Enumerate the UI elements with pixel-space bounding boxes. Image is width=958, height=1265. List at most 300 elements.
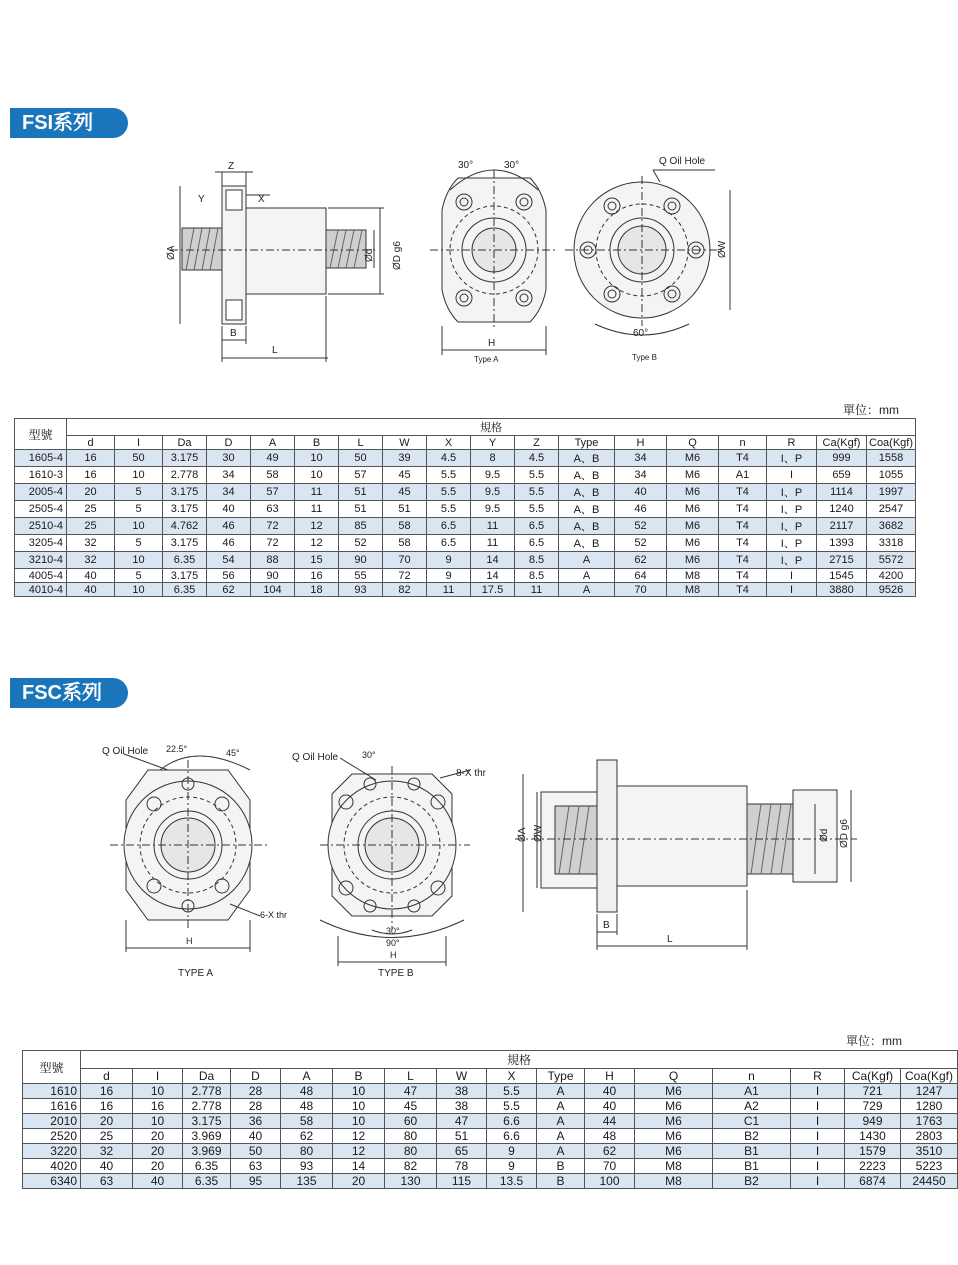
fsi-spec-cell: T4 [719, 484, 767, 501]
fsc-spec-cell: 32 [81, 1144, 133, 1159]
fsc-spec-cell: 40 [81, 1159, 133, 1174]
table-row [15, 569, 916, 583]
fsi-spec-cell: 50 [115, 450, 163, 467]
table-row [15, 518, 916, 535]
fsc-spec-cell: C1 [713, 1114, 791, 1129]
fsi-spec-cell: T4 [719, 501, 767, 518]
fsi-spec-cell: M6 [667, 484, 719, 501]
fsc-label-angle-90: 90° [386, 938, 400, 948]
fsc-spec-cell: M6 [635, 1084, 713, 1099]
fsi-spec-cell: 51 [383, 501, 427, 518]
fsc-spec-cell: 28 [231, 1084, 281, 1099]
fsi-spec-cell: M8 [667, 583, 719, 597]
fsi-label-w: ØW [717, 240, 728, 258]
fsc-spec-cell: I [791, 1084, 845, 1099]
fsc-model-cell: 4020 [23, 1159, 81, 1174]
fsi-spec-cell: M6 [667, 518, 719, 535]
fsi-spec-cell: 5.5 [427, 501, 471, 518]
fsi-spec-cell: 20 [67, 484, 115, 501]
fsi-spec-cell: 3.175 [163, 484, 207, 501]
fsi-spec-cell: 40 [615, 484, 667, 501]
fsi-spec-cell: 5.5 [515, 467, 559, 484]
fsi-spec-cell: 9.5 [471, 484, 515, 501]
fsi-spec-cell: 64 [615, 569, 667, 583]
fsc-model-cell: 1616 [23, 1099, 81, 1114]
fsi-label-da: ØA [166, 245, 177, 260]
fsi-spec-cell: 4200 [867, 569, 916, 583]
fsc-spec-cell: 3510 [901, 1144, 958, 1159]
fsi-spec-cell: I、P [767, 552, 817, 569]
fsi-spec-cell: 5.5 [515, 484, 559, 501]
fsi-spec-cell: 57 [251, 484, 295, 501]
fsc-spec-cell: 1280 [901, 1099, 958, 1114]
fsc-col-header: R [791, 1069, 845, 1084]
fsc-spec-cell: 6.6 [487, 1114, 537, 1129]
fsi-spec-cell: 10 [295, 450, 339, 467]
fsi-spec-cell: 659 [817, 467, 867, 484]
fsc-spec-cell: A [537, 1114, 585, 1129]
fsi-model-cell: 2510-4 [15, 518, 67, 535]
fsc-spec-cell: 70 [585, 1159, 635, 1174]
fsi-spec-cell: I、P [767, 535, 817, 552]
fsi-spec-cell: T4 [719, 552, 767, 569]
fsc-spec-cell: A2 [713, 1099, 791, 1114]
fsi-spec-cell: 6.5 [427, 535, 471, 552]
fsi-spec-cell: 11 [471, 535, 515, 552]
fsc-spec-cell: 10 [133, 1084, 183, 1099]
fsc-spec-cell: A [537, 1144, 585, 1159]
table-row [15, 552, 916, 569]
fsi-spec-cell: M6 [667, 467, 719, 484]
fsc-label-angle-45: 45° [226, 748, 240, 758]
fsi-spec-cell: 14 [471, 552, 515, 569]
fsc-label-6x-thr: 6-X thr [260, 910, 288, 920]
fsi-label-x: X [258, 194, 265, 205]
fsi-spec-cell: 1240 [817, 501, 867, 518]
fsc-spec-cell: 80 [385, 1144, 437, 1159]
fsc-spec-cell: 20 [133, 1144, 183, 1159]
fsi-label-angle-60: 60° [633, 328, 649, 339]
table-row [15, 583, 916, 597]
fsc-spec-cell: M8 [635, 1159, 713, 1174]
fsc-spec-cell: 135 [281, 1174, 333, 1189]
fsc-label-angle-30-bottom: 30° [386, 926, 400, 936]
fsc-spec-cell: 28 [231, 1099, 281, 1114]
fsc-spec-cell: 5223 [901, 1159, 958, 1174]
fsc-spec-cell: 5.5 [487, 1084, 537, 1099]
fsi-spec-cell: 30 [207, 450, 251, 467]
fsi-spec-cell: 9.5 [471, 501, 515, 518]
fsc-spec-cell: 13.5 [487, 1174, 537, 1189]
fsc-spec-cell: 16 [81, 1084, 133, 1099]
fsi-col-header: L [339, 436, 383, 450]
fsi-spec-cell: 8 [471, 450, 515, 467]
fsi-spec-cell: 5.5 [427, 484, 471, 501]
fsi-spec-cell: 40 [67, 569, 115, 583]
fsi-spec-cell: T4 [719, 569, 767, 583]
fsi-spec-cell: 9526 [867, 583, 916, 597]
fsi-spec-cell: 5.5 [515, 501, 559, 518]
fsc-spec-cell: 12 [333, 1144, 385, 1159]
table-row [23, 1129, 958, 1144]
fsi-spec-cell: M6 [667, 450, 719, 467]
fsc-col-header: L [385, 1069, 437, 1084]
fsi-spec-cell: 1055 [867, 467, 916, 484]
fsi-col-header: W [383, 436, 427, 450]
table-row [23, 1159, 958, 1174]
fsi-spec-cell: 40 [207, 501, 251, 518]
fsc-spec-cell: 5.5 [487, 1099, 537, 1114]
fsi-col-header: Ca(Kgf) [817, 436, 867, 450]
fsi-spec-cell: 57 [339, 467, 383, 484]
fsi-spec-cell: 4.5 [427, 450, 471, 467]
fsi-spec-cell: 34 [207, 484, 251, 501]
fsc-col-header: X [487, 1069, 537, 1084]
fsc-col-header: A [281, 1069, 333, 1084]
fsc-model-cell: 1610 [23, 1084, 81, 1099]
fsi-spec-cell: 11 [427, 583, 471, 597]
fsi-spec-cell: M6 [667, 535, 719, 552]
fsc-spec-cell: 130 [385, 1174, 437, 1189]
fsi-spec-cell: 72 [383, 569, 427, 583]
fsc-spec-cell: 63 [81, 1174, 133, 1189]
fsc-spec-cell: 2.778 [183, 1099, 231, 1114]
fsi-label-angle-30-right: 30° [504, 160, 520, 171]
fsc-col-header: Ca(Kgf) [845, 1069, 901, 1084]
fsi-spec-cell: A [559, 552, 615, 569]
fsi-spec-cell: 5 [115, 569, 163, 583]
fsc-spec-cell: B [537, 1159, 585, 1174]
fsi-spec-cell: 45 [383, 484, 427, 501]
fsi-col-header: A [251, 436, 295, 450]
fsc-type-a-caption: TYPE A [178, 968, 214, 979]
fsi-col-header: Coa(Kgf) [867, 436, 916, 450]
fsi-type-b-front-view [565, 150, 745, 365]
fsi-spec-cell: 12 [295, 535, 339, 552]
fsi-spec-cell: 8.5 [515, 552, 559, 569]
fsc-spec-cell: 10 [133, 1114, 183, 1129]
fsc-col-header: d [81, 1069, 133, 1084]
fsi-spec-cell: 52 [339, 535, 383, 552]
fsc-spec-cell: I [791, 1174, 845, 1189]
fsi-spec-cell: 54 [207, 552, 251, 569]
fsi-col-header: H [615, 436, 667, 450]
fsi-model-cell: 2505-4 [15, 501, 67, 518]
fsc-spec-cell: 25 [81, 1129, 133, 1144]
fsi-spec-cell: 55 [339, 569, 383, 583]
fsi-spec-cell: 46 [207, 518, 251, 535]
fsc-spec-cell: 9 [487, 1144, 537, 1159]
fsi-spec-cell: 14 [471, 569, 515, 583]
fsi-spec-cell: 88 [251, 552, 295, 569]
fsc-spec-cell: 38 [437, 1099, 487, 1114]
fsi-spec-cell: 9 [427, 552, 471, 569]
fsc-spec-cell: 36 [231, 1114, 281, 1129]
fsi-spec-cell: 9.5 [471, 467, 515, 484]
fsi-spec-cell: 3.175 [163, 450, 207, 467]
fsc-spec-cell: M6 [635, 1144, 713, 1159]
fsi-spec-cell: 1114 [817, 484, 867, 501]
fsc-spec-cell: 62 [281, 1129, 333, 1144]
fsi-spec-cell: 10 [115, 583, 163, 597]
fsc-type-a-front-view [100, 740, 300, 985]
fsc-spec-cell: 80 [385, 1129, 437, 1144]
fsi-spec-cell: 1558 [867, 450, 916, 467]
fsi-col-header: D [207, 436, 251, 450]
fsc-spec-cell: 65 [437, 1144, 487, 1159]
fsc-label-dd: Ød [819, 828, 830, 842]
fsi-label-h: H [488, 338, 496, 349]
fsi-spec-table [14, 418, 916, 597]
fsi-spec-cell: 6.5 [427, 518, 471, 535]
fsc-spec-cell: 63 [231, 1159, 281, 1174]
fsi-spec-cell: 3682 [867, 518, 916, 535]
fsi-spec-cell: 11 [295, 501, 339, 518]
fsc-spec-cell: B [537, 1174, 585, 1189]
fsc-spec-table [22, 1050, 958, 1189]
fsc-spec-cell: 47 [385, 1084, 437, 1099]
fsi-spec-cell: 3.175 [163, 535, 207, 552]
fsc-col-header: n [713, 1069, 791, 1084]
fsc-col-header: W [437, 1069, 487, 1084]
fsi-spec-group-header: 規格 [67, 419, 916, 436]
fsc-type-b-h: H [390, 950, 397, 960]
fsi-label-angle-30-left: 30° [458, 160, 474, 171]
fsi-spec-cell: A、B [559, 450, 615, 467]
fsc-spec-cell: 1763 [901, 1114, 958, 1129]
fsi-spec-cell: 104 [251, 583, 295, 597]
fsc-spec-cell: 95 [231, 1174, 281, 1189]
fsc-spec-cell: I [791, 1099, 845, 1114]
fsi-spec-cell: 16 [295, 569, 339, 583]
fsc-spec-cell: 10 [333, 1099, 385, 1114]
fsc-spec-cell: 6.35 [183, 1174, 231, 1189]
fsi-spec-cell: 12 [295, 518, 339, 535]
fsc-spec-cell: I [791, 1129, 845, 1144]
table-row [23, 1174, 958, 1189]
fsc-spec-cell: 1579 [845, 1144, 901, 1159]
fsc-spec-cell: 6.35 [183, 1159, 231, 1174]
fsi-spec-cell: 5 [115, 484, 163, 501]
fsi-spec-cell: 3318 [867, 535, 916, 552]
fsc-spec-cell: M6 [635, 1129, 713, 1144]
fsc-spec-cell: 58 [281, 1114, 333, 1129]
fsc-spec-cell: B1 [713, 1144, 791, 1159]
fsi-spec-cell: A、B [559, 467, 615, 484]
fsc-spec-cell: 50 [231, 1144, 281, 1159]
fsc-spec-cell: 100 [585, 1174, 635, 1189]
fsi-spec-cell: 4.762 [163, 518, 207, 535]
fsi-model-header: 型號 [15, 419, 67, 450]
fsc-col-header: Coa(Kgf) [901, 1069, 958, 1084]
fsc-spec-cell: 3.969 [183, 1129, 231, 1144]
fsc-spec-cell: M6 [635, 1114, 713, 1129]
fsi-spec-cell: 62 [207, 583, 251, 597]
fsc-spec-cell: 80 [281, 1144, 333, 1159]
fsi-spec-cell: 70 [615, 583, 667, 597]
fsc-spec-cell: 20 [333, 1174, 385, 1189]
fsi-spec-cell: 8.5 [515, 569, 559, 583]
fsc-spec-group-header: 規格 [81, 1051, 958, 1069]
fsi-spec-cell: 5.5 [427, 467, 471, 484]
fsi-spec-cell: 1545 [817, 569, 867, 583]
fsi-spec-cell: 25 [67, 518, 115, 535]
fsi-spec-cell: 58 [383, 518, 427, 535]
fsc-col-header: Q [635, 1069, 713, 1084]
fsc-spec-cell: 51 [437, 1129, 487, 1144]
fsi-col-header: Y [471, 436, 515, 450]
fsi-label-y: Y [198, 194, 205, 205]
fsc-type-b-oil-hole: Q Oil Hole [292, 752, 339, 763]
fsi-spec-cell: 4.5 [515, 450, 559, 467]
fsc-spec-cell: B2 [713, 1129, 791, 1144]
fsi-col-header: Da [163, 436, 207, 450]
fsi-spec-cell: I [767, 467, 817, 484]
table-row [23, 1099, 958, 1114]
fsi-type-a-caption: Type A [474, 355, 499, 364]
fsi-col-header: d [67, 436, 115, 450]
fsi-model-cell: 4005-4 [15, 569, 67, 583]
fsi-spec-cell: 40 [67, 583, 115, 597]
fsi-model-cell: 1610-3 [15, 467, 67, 484]
fsc-type-b-front-view [290, 740, 500, 985]
fsi-label-dg6: ØD g6 [392, 241, 403, 270]
fsc-spec-cell: 20 [133, 1159, 183, 1174]
fsc-series-title: FSC系列 [10, 678, 128, 708]
fsc-spec-cell: 1430 [845, 1129, 901, 1144]
fsc-spec-cell: 721 [845, 1084, 901, 1099]
fsc-spec-cell: 20 [133, 1129, 183, 1144]
fsi-label-b: B [230, 328, 237, 339]
fsi-spec-cell: 63 [251, 501, 295, 518]
fsc-spec-cell: 40 [231, 1129, 281, 1144]
table-row [15, 467, 916, 484]
fsi-model-cell: 3210-4 [15, 552, 67, 569]
fsc-label-angle-30: 30° [362, 750, 376, 760]
fsi-spec-cell: 82 [383, 583, 427, 597]
fsi-spec-cell: 5 [115, 501, 163, 518]
fsc-spec-cell: 2223 [845, 1159, 901, 1174]
fsi-spec-cell: A、B [559, 484, 615, 501]
fsc-type-b-caption: TYPE B [378, 968, 414, 979]
table-row [23, 1144, 958, 1159]
fsi-spec-cell: 6.35 [163, 583, 207, 597]
fsi-spec-cell: 70 [383, 552, 427, 569]
fsi-spec-cell: 10 [115, 552, 163, 569]
table-row [23, 1114, 958, 1129]
fsc-spec-cell: 93 [281, 1159, 333, 1174]
fsc-spec-cell: 2.778 [183, 1084, 231, 1099]
fsi-spec-cell: A、B [559, 535, 615, 552]
fsc-spec-cell: 729 [845, 1099, 901, 1114]
fsc-model-header: 型號 [23, 1051, 81, 1084]
fsi-type-b-caption: Type B [632, 353, 657, 362]
fsi-spec-cell: 17.5 [471, 583, 515, 597]
fsi-spec-cell: 50 [339, 450, 383, 467]
fsc-spec-cell: 20 [81, 1114, 133, 1129]
fsc-spec-cell: M8 [635, 1174, 713, 1189]
fsi-spec-cell: 2117 [817, 518, 867, 535]
fsi-col-header: I [115, 436, 163, 450]
fsc-spec-cell: 60 [385, 1114, 437, 1129]
fsc-spec-cell: 40 [133, 1174, 183, 1189]
fsi-col-header: B [295, 436, 339, 450]
fsi-col-header: n [719, 436, 767, 450]
fsc-spec-cell: 10 [333, 1114, 385, 1129]
fsc-spec-cell: 47 [437, 1114, 487, 1129]
fsi-spec-cell: 52 [615, 518, 667, 535]
fsc-label-b: B [603, 920, 610, 931]
fsi-spec-cell: T4 [719, 535, 767, 552]
fsi-type-a-front-view [430, 150, 560, 365]
fsi-spec-cell: 93 [339, 583, 383, 597]
fsi-spec-cell: 32 [67, 552, 115, 569]
fsi-spec-cell: 11 [295, 484, 339, 501]
fsi-spec-cell: 32 [67, 535, 115, 552]
fsc-spec-cell: B1 [713, 1159, 791, 1174]
fsi-spec-cell: 39 [383, 450, 427, 467]
fsi-spec-cell: 46 [615, 501, 667, 518]
fsc-spec-cell: 16 [81, 1099, 133, 1114]
fsc-model-cell: 2010 [23, 1114, 81, 1129]
fsi-spec-cell: A、B [559, 518, 615, 535]
fsc-spec-cell: 40 [585, 1084, 635, 1099]
fsc-spec-cell: 24450 [901, 1174, 958, 1189]
fsc-spec-cell: I [791, 1159, 845, 1174]
fsi-spec-cell: T4 [719, 450, 767, 467]
fsi-spec-cell: 58 [251, 467, 295, 484]
fsi-spec-cell: 16 [67, 450, 115, 467]
fsc-model-cell: 6340 [23, 1174, 81, 1189]
fsi-spec-cell: I、P [767, 484, 817, 501]
fsi-spec-cell: 49 [251, 450, 295, 467]
fsi-side-view-drawing [160, 150, 420, 365]
fsc-col-header: I [133, 1069, 183, 1084]
fsc-model-cell: 3220 [23, 1144, 81, 1159]
fsi-col-header: Z [515, 436, 559, 450]
fsi-spec-cell: 34 [207, 467, 251, 484]
fsi-spec-cell: A [559, 583, 615, 597]
fsi-spec-cell: T4 [719, 518, 767, 535]
fsc-spec-cell: 3.175 [183, 1114, 231, 1129]
fsi-model-cell: 4010-4 [15, 583, 67, 597]
fsc-spec-cell: 40 [585, 1099, 635, 1114]
fsi-spec-cell: 999 [817, 450, 867, 467]
fsc-spec-cell: 6.6 [487, 1129, 537, 1144]
fsi-spec-cell: 11 [515, 583, 559, 597]
fsi-label-z: Z [228, 161, 235, 172]
fsc-spec-cell: 82 [385, 1159, 437, 1174]
fsc-type-a-oil-hole: Q Oil Hole [102, 746, 149, 757]
fsi-spec-cell: 72 [251, 518, 295, 535]
fsc-spec-cell: 949 [845, 1114, 901, 1129]
fsi-spec-cell: 1997 [867, 484, 916, 501]
fsi-spec-cell: I [767, 583, 817, 597]
fsi-spec-cell: A [559, 569, 615, 583]
fsi-spec-cell: I、P [767, 450, 817, 467]
fsi-spec-cell: 1393 [817, 535, 867, 552]
fsi-spec-cell: 25 [67, 501, 115, 518]
fsi-spec-cell: I [767, 569, 817, 583]
fsi-spec-cell: 6.35 [163, 552, 207, 569]
table-row [15, 450, 916, 467]
fsc-spec-cell: B2 [713, 1174, 791, 1189]
fsi-spec-cell: 85 [339, 518, 383, 535]
fsi-spec-cell: 2547 [867, 501, 916, 518]
fsc-spec-cell: 78 [437, 1159, 487, 1174]
table-row [23, 1084, 958, 1099]
fsc-label-8x-thr: 8-X thr [456, 768, 487, 779]
